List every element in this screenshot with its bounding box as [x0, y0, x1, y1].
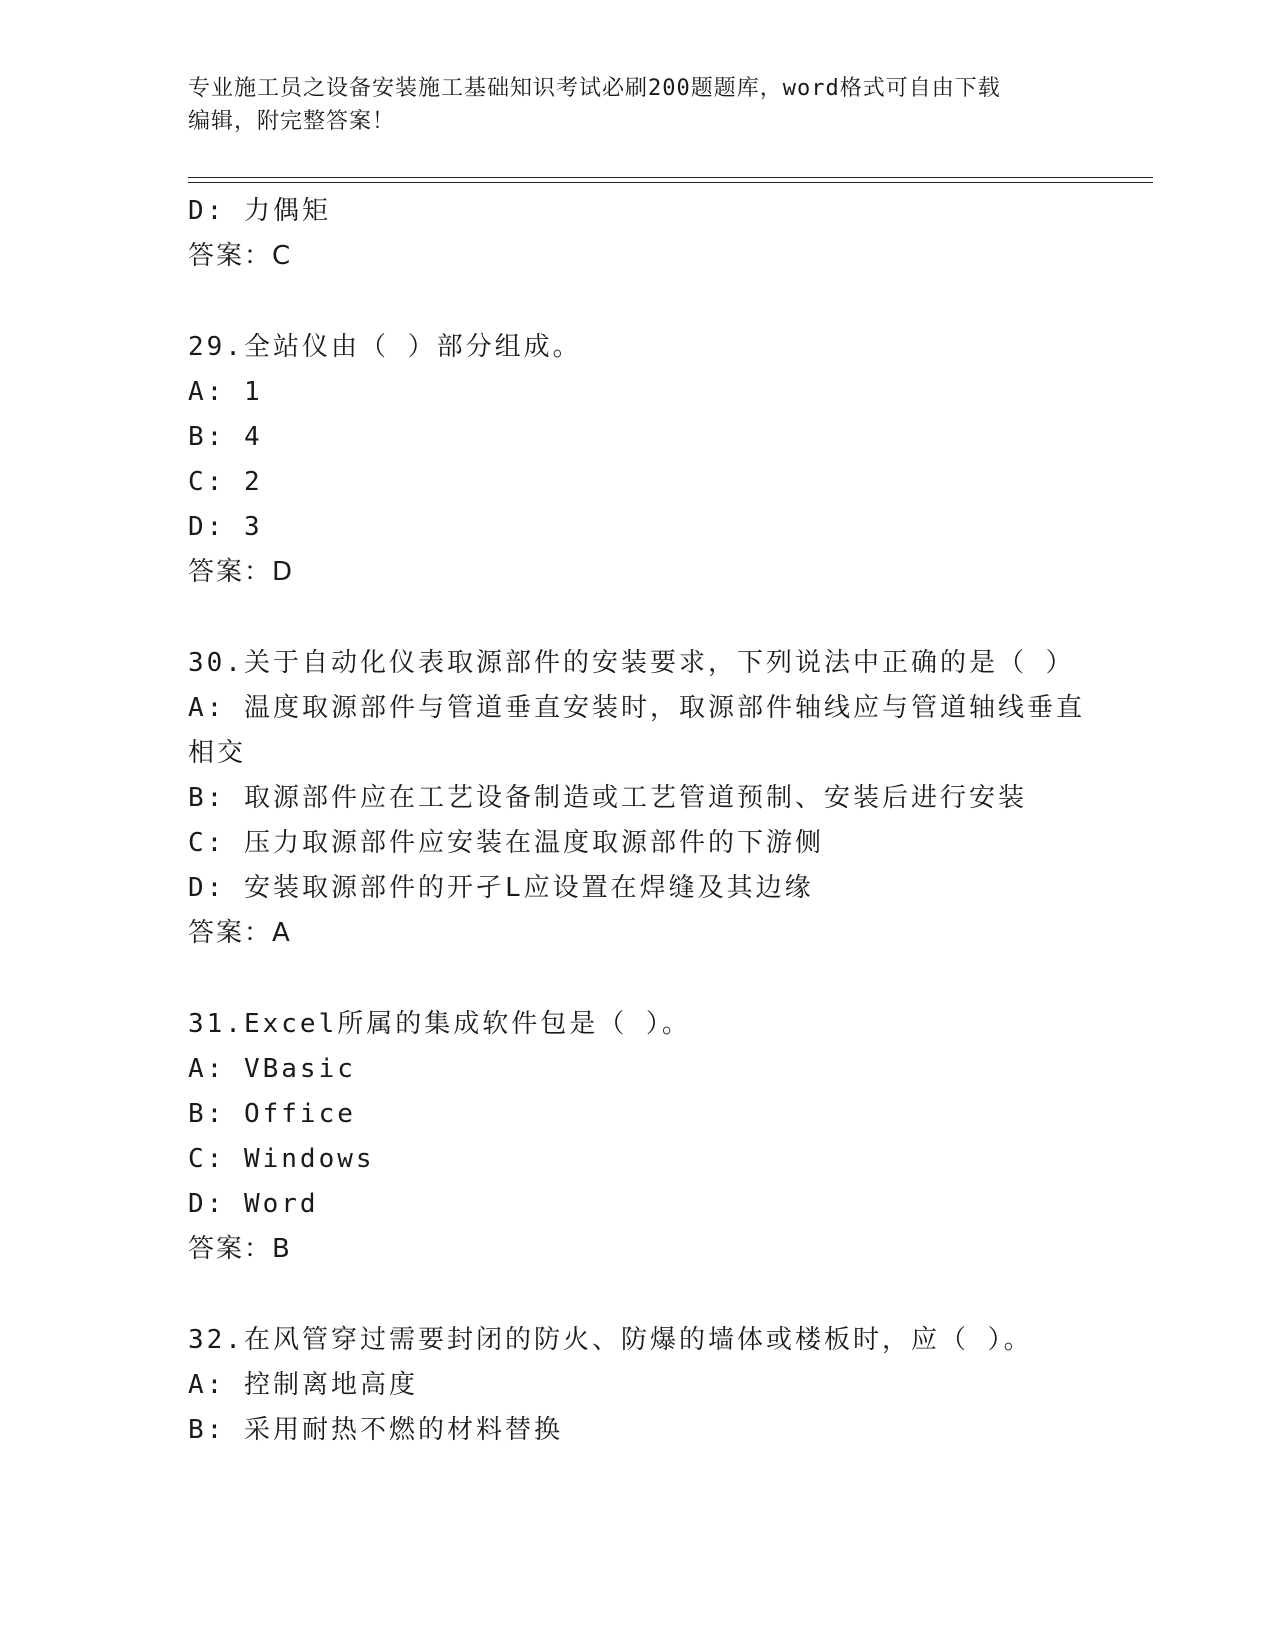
option-c: C: 压力取源部件应安装在温度取源部件的下游侧 — [188, 828, 824, 858]
option-d: D: 力偶矩 — [188, 196, 331, 226]
answer-line: 答案：B — [188, 1234, 292, 1264]
question-28-partial — [188, 189, 1088, 279]
option-b: B: 取源部件应在工艺设备制造或工艺管道预制、安装后进行安装 — [188, 783, 1027, 813]
question-29 — [188, 325, 1088, 595]
header-title-line-1: 专业施工员之设备安装施工基础知识考试必刷200题题库，word格式可自由下载 — [188, 76, 1001, 101]
option-a: A: 1 — [188, 377, 263, 407]
answer-line: 答案：D — [188, 557, 295, 587]
question-31 — [188, 1002, 1088, 1272]
question-stem: 29.全站仪由（ ）部分组成。 — [188, 332, 582, 362]
option-a: A: 控制离地高度 — [188, 1370, 418, 1400]
option-b: B: 4 — [188, 422, 263, 452]
option-a: A: 温度取源部件与管道垂直安装时，取源部件轴线应与管道轴线垂直相交 — [188, 693, 1085, 768]
question-list — [188, 189, 1088, 1453]
option-c: C: 2 — [188, 467, 263, 497]
question-stem: 30.关于自动化仪表取源部件的安装要求，下列说法中正确的是（ ） — [188, 648, 1075, 678]
document-header — [188, 72, 1088, 138]
answer-line: 答案：C — [188, 241, 293, 271]
answer-line: 答案：A — [188, 918, 292, 948]
question-stem: 32.在风管穿过需要封闭的防火、防爆的墙体或楼板时，应（ ）。 — [188, 1325, 1033, 1355]
option-d: D: 安装取源部件的开孑L应设置在焊缝及其边缘 — [188, 873, 814, 903]
option-d: D: 3 — [188, 512, 263, 542]
option-d: D: Word — [188, 1189, 319, 1219]
option-c: C: Windows — [188, 1144, 375, 1174]
question-stem: 31.Excel所属的集成软件包是（ ）。 — [188, 1009, 691, 1039]
option-b: B: 采用耐热不燃的材料替换 — [188, 1415, 563, 1445]
question-30 — [188, 641, 1088, 956]
option-b: B: Office — [188, 1099, 356, 1129]
option-a: A: VBasic — [188, 1054, 356, 1084]
header-title-line-2: 编辑，附完整答案！ — [188, 109, 396, 134]
header-divider — [188, 177, 1153, 183]
question-32 — [188, 1318, 1088, 1453]
